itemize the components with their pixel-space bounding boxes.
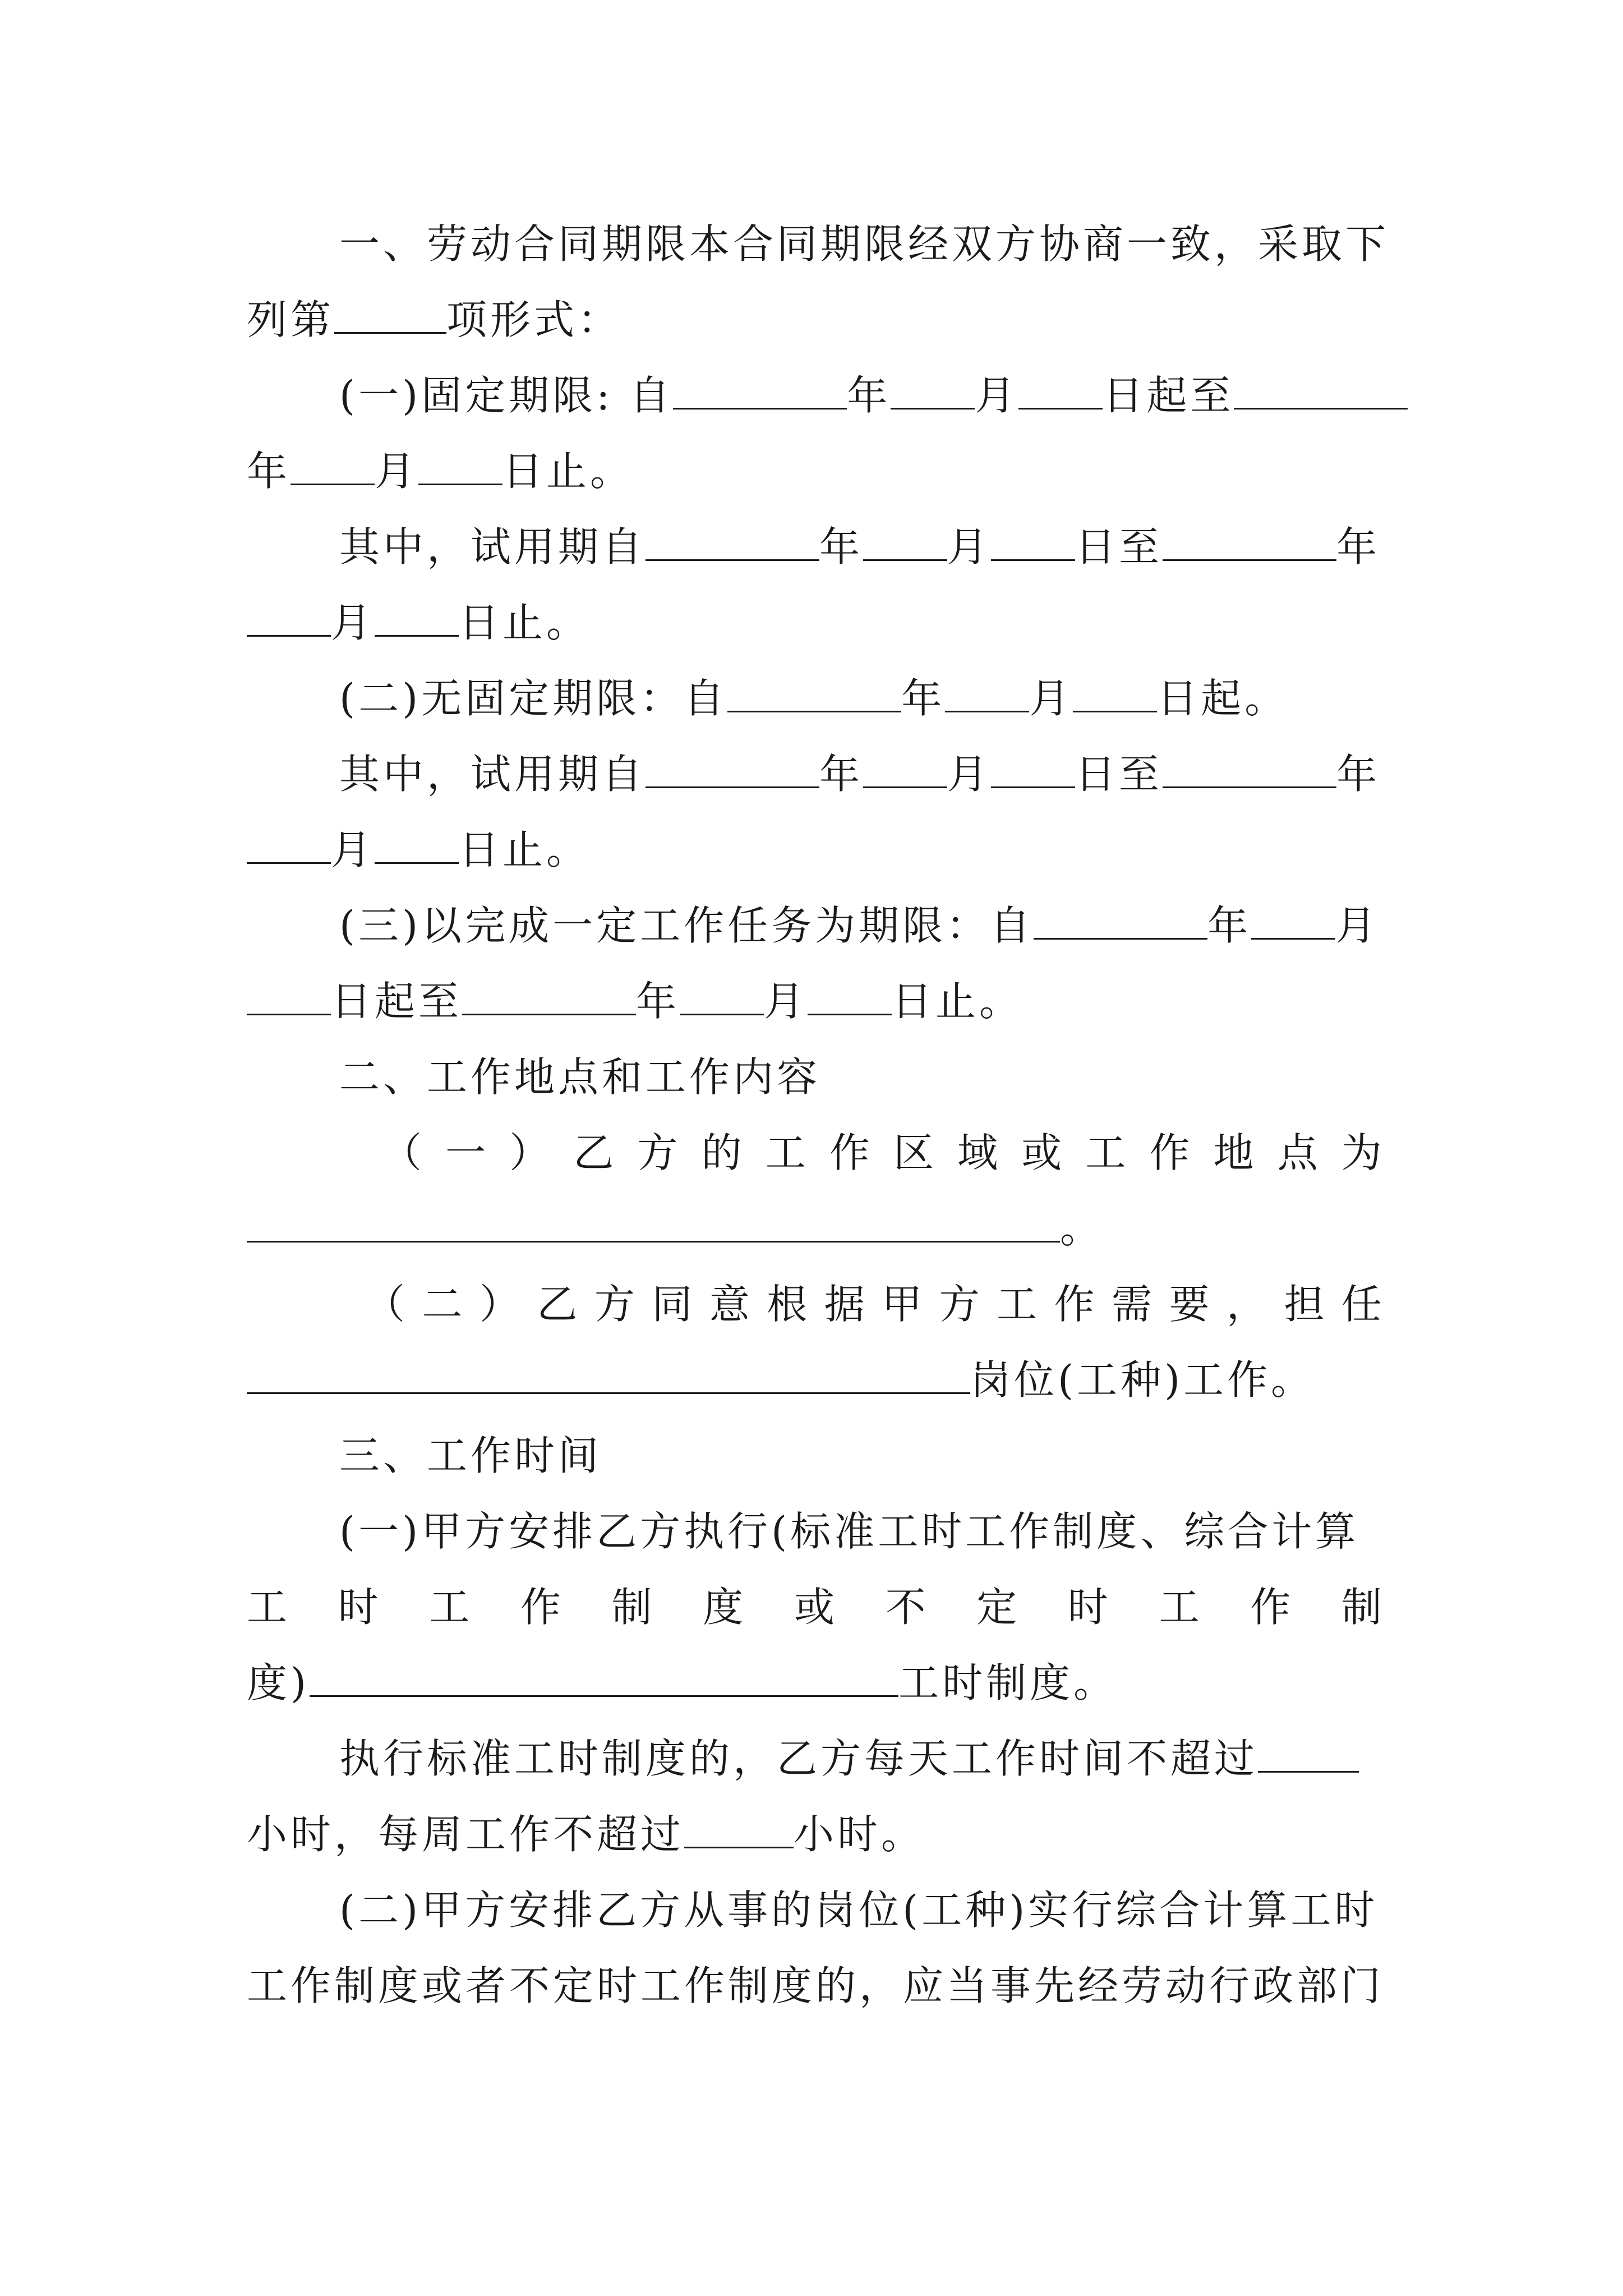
blank-field[interactable] xyxy=(863,521,947,561)
blank-field[interactable] xyxy=(863,748,947,788)
blank-field[interactable] xyxy=(247,824,331,864)
comprehensive-hours-line-1: (二)甲方安排乙方从事的岗位(工种)实行综合计算工时 xyxy=(339,1887,1378,1934)
blank-field[interactable] xyxy=(418,445,502,485)
blank-field[interactable] xyxy=(1073,673,1157,712)
blank-field[interactable] xyxy=(375,824,459,864)
blank-field[interactable] xyxy=(891,370,975,409)
blank-field[interactable] xyxy=(1034,900,1207,940)
blank-field[interactable] xyxy=(247,976,331,1015)
blank-field[interactable] xyxy=(247,1354,970,1394)
fixed-term-line: (一)固定期限: 自 年 月 日起至 xyxy=(339,367,1408,424)
work-hours-line-1: (一)甲方安排乙方执行(标准工时工作制度、综合计算 xyxy=(339,1508,1359,1555)
blank-field[interactable] xyxy=(1258,1733,1359,1773)
blank-field[interactable] xyxy=(727,673,901,712)
work-location-blank-line: 。 xyxy=(247,1200,1104,1257)
blank-field[interactable] xyxy=(673,370,847,409)
blank-field[interactable] xyxy=(310,1657,898,1697)
open-term-line: (二)无固定期限：自 年 月 日起。 xyxy=(339,670,1288,726)
blank-field[interactable] xyxy=(645,521,819,561)
standard-hours-line: 执行标准工时制度的，乙方每天工作时间不超过 xyxy=(339,1731,1359,1787)
blank-field[interactable] xyxy=(991,748,1075,788)
probation-end-line-1: 月 日止。 xyxy=(247,595,590,651)
weekly-hours-line: 小时，每周工作不超过 小时。 xyxy=(247,1806,925,1862)
blank-field[interactable] xyxy=(462,976,636,1015)
blank-field[interactable] xyxy=(334,294,446,334)
task-term-end-line: 日起至 年 月 日止。 xyxy=(247,973,1023,1029)
blank-field[interactable] xyxy=(680,976,764,1015)
probation-line-2: 其中，试用期自 年 月 日至 年 xyxy=(339,746,1380,802)
clause-3-heading: 三、工作时间 xyxy=(339,1432,602,1479)
blank-field[interactable] xyxy=(247,597,331,637)
work-hours-line-3: 度) 工时制度。 xyxy=(247,1655,1117,1711)
blank-field[interactable] xyxy=(945,673,1029,712)
clause-1-heading: 一、劳动合同期限本合同期限经双方协商一致，采取下 xyxy=(339,220,1390,268)
blank-field[interactable] xyxy=(991,521,1075,561)
work-location-line: （ 一 ） 乙 方 的 工 作 区 域 或 工 作 地 点 为 xyxy=(381,1129,1385,1176)
fixed-term-end-line: 年 月 日止。 xyxy=(247,443,634,499)
blank-field[interactable] xyxy=(291,445,375,485)
work-hours-line-2: 工 时 工 作 制 度 或 不 定 时 工 作 制 xyxy=(247,1584,1385,1631)
comprehensive-hours-line-2: 工作制度或者不定时工作制度的，应当事先经劳动行政部门 xyxy=(247,1962,1385,2009)
blank-field[interactable] xyxy=(1251,900,1335,940)
blank-field[interactable] xyxy=(645,748,819,788)
blank-field[interactable] xyxy=(808,976,892,1015)
blank-field[interactable] xyxy=(247,1203,1060,1243)
task-term-line: (三)以完成一定工作任务为期限：自 年 月 xyxy=(339,898,1379,954)
blank-field[interactable] xyxy=(1234,370,1408,409)
blank-field[interactable] xyxy=(1018,370,1103,409)
probation-line-1: 其中，试用期自 年 月 日至 年 xyxy=(339,519,1380,575)
blank-field[interactable] xyxy=(1163,748,1336,788)
probation-end-line-2: 月 日止。 xyxy=(247,822,590,878)
blank-field[interactable] xyxy=(684,1809,794,1848)
clause-2-heading: 二、工作地点和工作内容 xyxy=(339,1053,821,1101)
blank-field[interactable] xyxy=(375,597,459,637)
blank-field[interactable] xyxy=(1163,521,1336,561)
clause-1-form-line: 列第 项形式： xyxy=(247,292,621,348)
position-line: （ 二 ） 乙 方 同 意 根 据 甲 方 工 作 需 要 ， 担 任 xyxy=(365,1281,1385,1328)
position-blank-line: 岗位(工种)工作。 xyxy=(247,1352,1315,1408)
